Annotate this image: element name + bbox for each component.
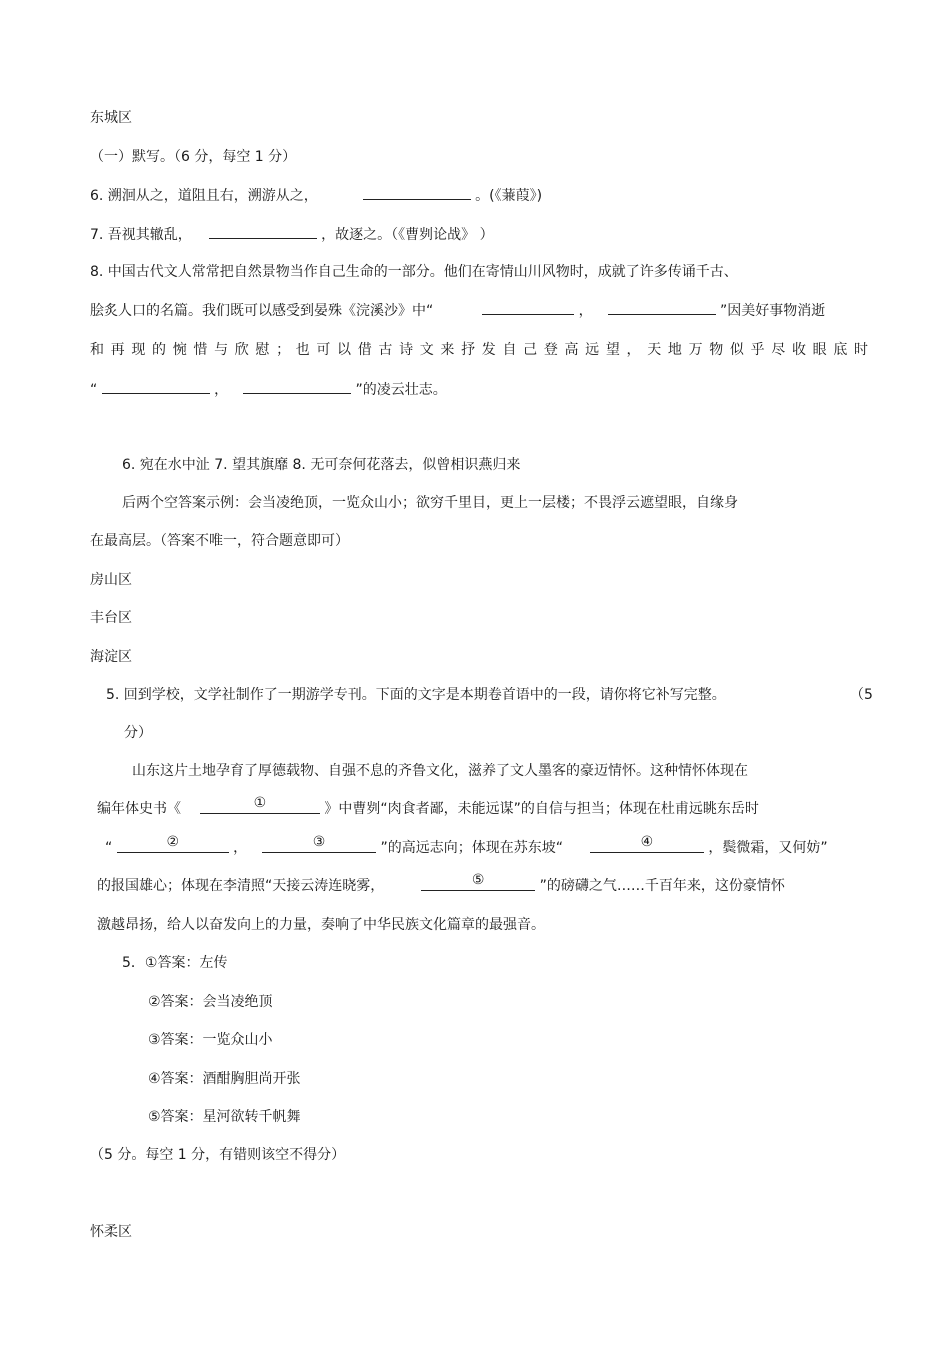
question-text: ，: [578, 303, 593, 319]
passage-text: ”的高远志向；体现在苏东坡“: [380, 840, 564, 856]
passage-text: 》中曹刿“肉食者鄙，未能远谋”的自信与担当；体现在杜甫远眺东岳时: [324, 801, 759, 817]
answer-item: ②答案：会当凌绝顶: [148, 994, 273, 1010]
passage-text: “: [105, 840, 113, 856]
question-8-line-4: [90, 379, 447, 400]
passage-blank-3: [262, 834, 376, 853]
district-heading-fangshan: 房山区: [90, 572, 132, 588]
question-5-line-1: 5. 回到学校，文学社制作了一期游学专刊。下面的文字是本期卷首语中的一段，请你将它补写完整。: [106, 687, 726, 703]
passage-text: ，: [233, 840, 248, 856]
question-text: 脍炙人口的名篇。我们既可以感受到晏殊《浣溪沙》中“: [90, 303, 434, 319]
answer-blank: [209, 224, 317, 239]
passage-text: 的报国雄心；体现在李清照“天接云涛连晓雾，: [97, 878, 385, 894]
blank-label: ②: [166, 834, 179, 850]
blank-label: ⑤: [471, 872, 485, 888]
answer-blank: [363, 185, 471, 200]
question-text: 6. 溯洄从之，道阻且右，溯游从之，: [90, 188, 318, 204]
answer-item: ③答案：一览众山小: [148, 1032, 273, 1048]
answer-line-2: 后两个空答案示例：会当凌绝顶，一览众山小；欲穷千里目，更上一层楼；不畏浮云遮望眼，自缘身: [122, 495, 738, 511]
blank-label: ①: [253, 795, 267, 811]
passage-text: ，鬓微霜，又何妨”: [708, 840, 828, 856]
passage-line-4: [97, 872, 785, 896]
question-text: ”的凌云壮志。: [355, 382, 447, 398]
passage-line-5: 激越昂扬，给人以奋发向上的力量，奏响了中华民族文化篇章的最强音。: [97, 917, 545, 933]
passage-line-1: 山东这片土地孕育了厚德载物、自强不息的齐鲁文化，滋养了文人墨客的豪迈情怀。这种情怀体现在: [132, 763, 748, 779]
answer-blank: [608, 300, 716, 315]
question-text: ”因美好事物消逝: [719, 303, 826, 319]
question-8-line-3: 和 再 现 的 惋 惜 与 欣 慰 ； 也 可 以 借 古 诗 文 来 抒 发 自 己 登 高 远 望 ， 天 地 万 物 似 乎 尽 收 眼 底 时: [90, 342, 868, 358]
answer-item: ④答案：酒酣胸胆尚开张: [148, 1071, 301, 1087]
question-8-line-2: [90, 300, 825, 321]
passage-blank-4: [590, 834, 704, 853]
district-heading-haidian: 海淀区: [90, 649, 132, 665]
question-text: 。(《蒹葭》): [475, 188, 543, 204]
section-heading: （一）默写。（6 分，每空 1 分）: [90, 149, 297, 165]
answer-blank: [102, 379, 210, 394]
question-5-points: （5: [850, 687, 873, 703]
answer-item: ⑤答案：星河欲转千帆舞: [148, 1109, 301, 1125]
question-text: “: [90, 382, 98, 398]
question-text: 7. 吾视其辙乱，: [90, 227, 192, 243]
question-7: [90, 224, 494, 245]
question-6: [90, 185, 542, 206]
answer-blank: [482, 300, 574, 315]
passage-line-3: [105, 834, 828, 858]
passage-blank-5: [421, 872, 535, 891]
district-heading-fengtai: 丰台区: [90, 610, 132, 626]
blank-label: ④: [640, 834, 654, 850]
district-heading-dongcheng: 东城区: [90, 110, 132, 126]
passage-line-2: [97, 795, 759, 819]
answer-line-1: 6. 宛在水中沚 7. 望其旗靡 8. 无可奈何花落去，似曾相识燕归来: [122, 457, 521, 473]
question-5-points-unit: 分）: [124, 725, 152, 741]
answer-line-3: 在最高层。（答案不唯一，符合题意即可）: [90, 533, 349, 549]
passage-text: 编年体史书《: [97, 801, 181, 817]
question-text: ，故逐之。（《曹刿论战》 ）: [321, 227, 494, 243]
question-8-line-1: 8. 中国古代文人常常把自然景物当作自己生命的一部分。他们在寄情山川风物时，成就了许多传诵千古、: [90, 264, 738, 280]
blank-label: ③: [312, 834, 326, 850]
passage-blank-2: [117, 834, 229, 853]
answer-item: 5．①答案：左传: [122, 955, 228, 971]
question-text: ，: [214, 382, 229, 398]
district-heading-huairou: 怀柔区: [90, 1224, 132, 1240]
passage-text: ”的磅礴之气……千百年来，这份豪情怀: [539, 878, 785, 894]
passage-blank-1: [200, 795, 320, 814]
answer-blank: [243, 379, 351, 394]
scoring-note: （5 分。每空 1 分，有错则该空不得分）: [90, 1147, 346, 1163]
